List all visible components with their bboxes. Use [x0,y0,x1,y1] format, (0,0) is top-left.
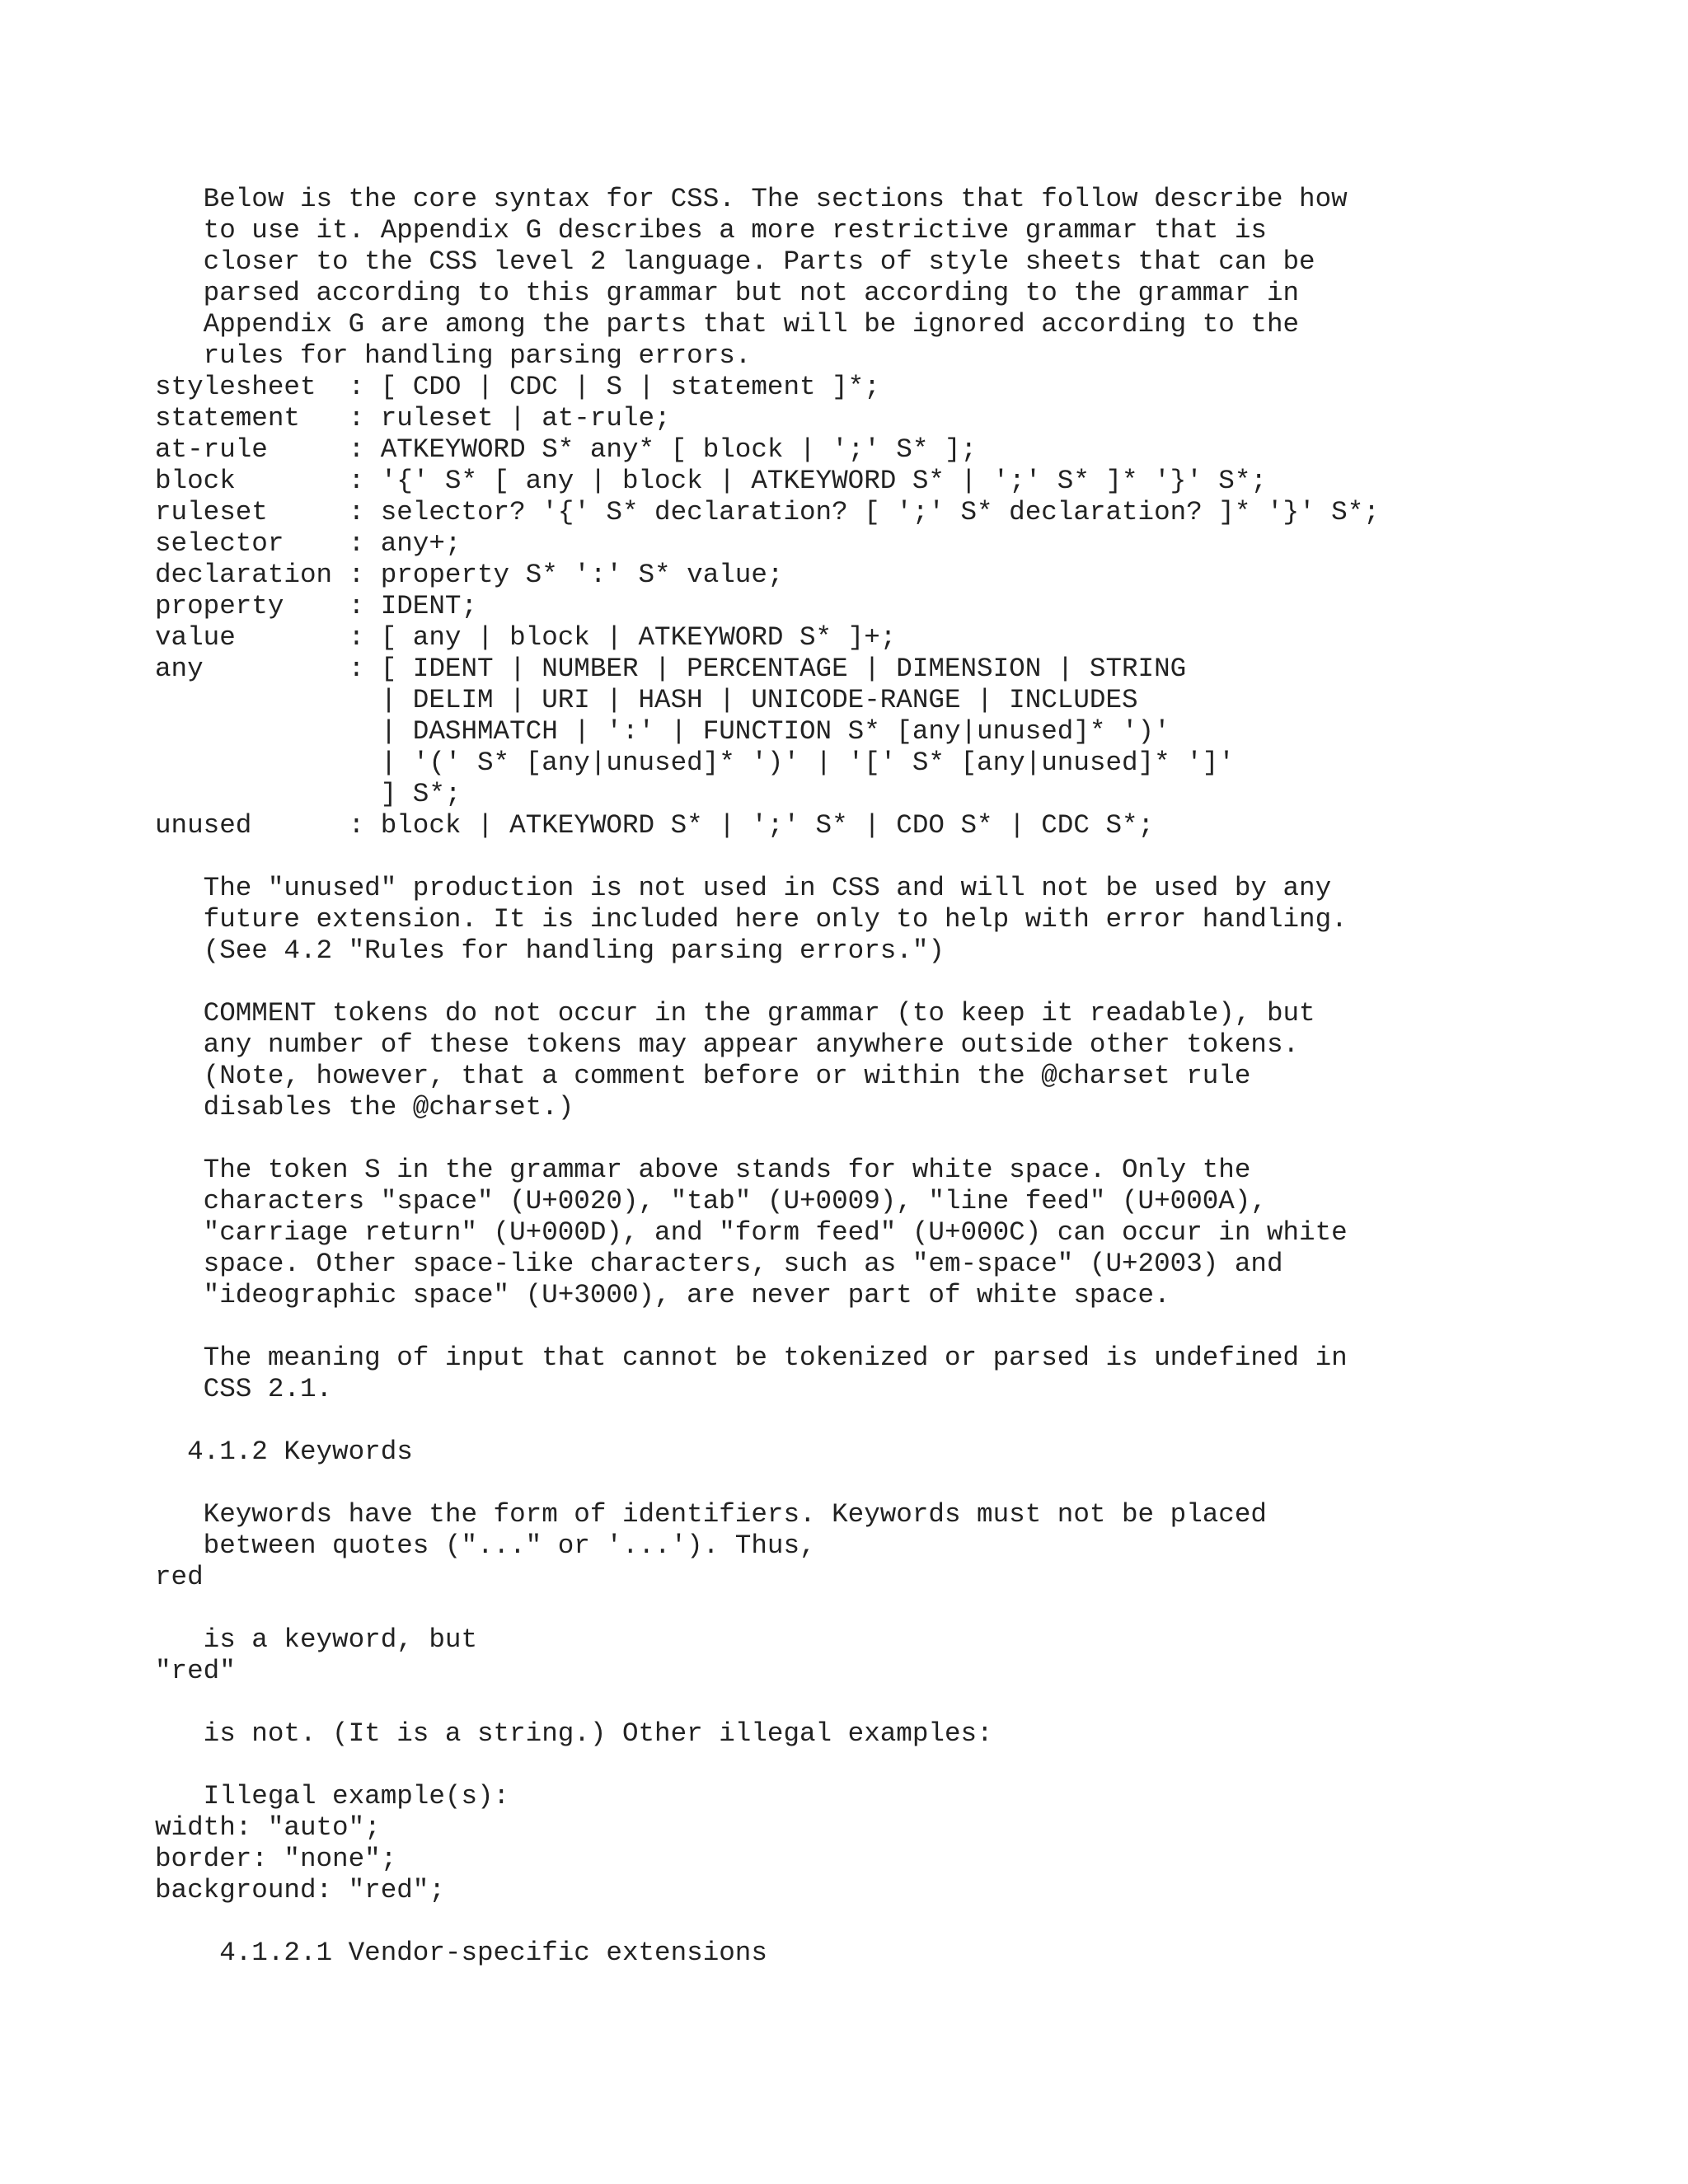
subsection-heading: 4.1.2.1 Vendor-specific extensions [155,1938,767,1968]
intro-line: rules for handling parsing errors. [155,340,752,371]
undefined-para-line: CSS 2.1. [155,1374,333,1404]
comment-para-line: disables the @charset.) [155,1092,574,1122]
whitespace-para-line: space. Other space-like characters, such as "em-space" (U+2003) and [155,1249,1283,1279]
grammar-line: stylesheet : [ CDO | CDC | S | statement ]*; [155,372,880,402]
unused-para-line: future extension. It is included here only to help with error handling. [155,904,1348,935]
grammar-line: selector : any+; [155,528,462,559]
intro-line: parsed according to this grammar but not according to the grammar in [155,278,1300,308]
grammar-line: block : '{' S* [ any | block | ATKEYWORD S* | ';' S* ]* '}' S*; [155,466,1267,496]
intro-line: closer to the CSS level 2 language. Parts of style sheets that can be [155,246,1315,277]
body-text-line: is not. (It is a string.) Other illegal examples: [155,1718,993,1749]
code-example: border: "none"; [155,1844,397,1874]
whitespace-para-line: The token S in the grammar above stands for white space. Only the [155,1155,1251,1185]
grammar-line: value : [ any | block | ATKEYWORD S* ]+; [155,622,897,653]
grammar-line: statement : ruleset | at-rule; [155,403,671,434]
body-text-line: is a keyword, but [155,1624,478,1655]
whitespace-para-line: "ideographic space" (U+3000), are never part of white space. [155,1280,1170,1310]
grammar-line: at-rule : ATKEYWORD S* any* [ block | ';' S* ]; [155,434,978,465]
grammar-line: ] S*; [155,779,462,809]
grammar-line: unused : block | ATKEYWORD S* | ';' S* | CDO S* | CDC S*; [155,810,1155,841]
comment-para-line: any number of these tokens may appear anywhere outside other tokens. [155,1029,1300,1060]
section-heading: 4.1.2 Keywords [155,1436,413,1467]
whitespace-para-line: characters "space" (U+0020), "tab" (U+0009), "line feed" (U+000A), [155,1186,1267,1216]
grammar-line: ruleset : selector? '{' S* declaration? [ ';' S* declaration? ]* '}' S*; [155,497,1380,527]
grammar-line: declaration : property S* ':' S* value; [155,560,784,590]
keywords-para-line: Keywords have the form of identifiers. Keywords must not be placed [155,1499,1267,1530]
code-example: background: "red"; [155,1875,445,1905]
grammar-line: | DASHMATCH | ':' | FUNCTION S* [any|unused]* ')' [155,716,1170,747]
comment-para-line: COMMENT tokens do not occur in the grammar (to keep it readable), but [155,998,1315,1029]
code-example: width: "auto"; [155,1812,381,1843]
whitespace-para-line: "carriage return" (U+000D), and "form feed" (U+000C) can occur in white [155,1217,1348,1248]
code-example: red [155,1562,204,1592]
undefined-para-line: The meaning of input that cannot be tokenized or parsed is undefined in [155,1343,1348,1373]
keywords-para-line: between quotes ("..." or '...'). Thus, [155,1530,816,1561]
illegal-example-label: Illegal example(s): [155,1781,510,1811]
unused-para-line: The "unused" production is not used in CSS and will not be used by any [155,873,1332,903]
grammar-line: | DELIM | URI | HASH | UNICODE-RANGE | INCLUDES [155,685,1138,715]
comment-para-line: (Note, however, that a comment before or within the @charset rule [155,1061,1251,1091]
intro-line: to use it. Appendix G describes a more restrictive grammar that is [155,215,1267,246]
grammar-line: property : IDENT; [155,591,478,621]
grammar-line: any : [ IDENT | NUMBER | PERCENTAGE | DIMENSION | STRING [155,654,1187,684]
code-example: "red" [155,1656,236,1686]
intro-line: Below is the core syntax for CSS. The sections that follow describe how [155,184,1348,214]
grammar-line: | '(' S* [any|unused]* ')' | '[' S* [any|unused]* ']' [155,748,1235,778]
unused-para-line: (See 4.2 "Rules for handling parsing errors.") [155,935,945,966]
intro-line: Appendix G are among the parts that will be ignored according to the [155,309,1300,340]
